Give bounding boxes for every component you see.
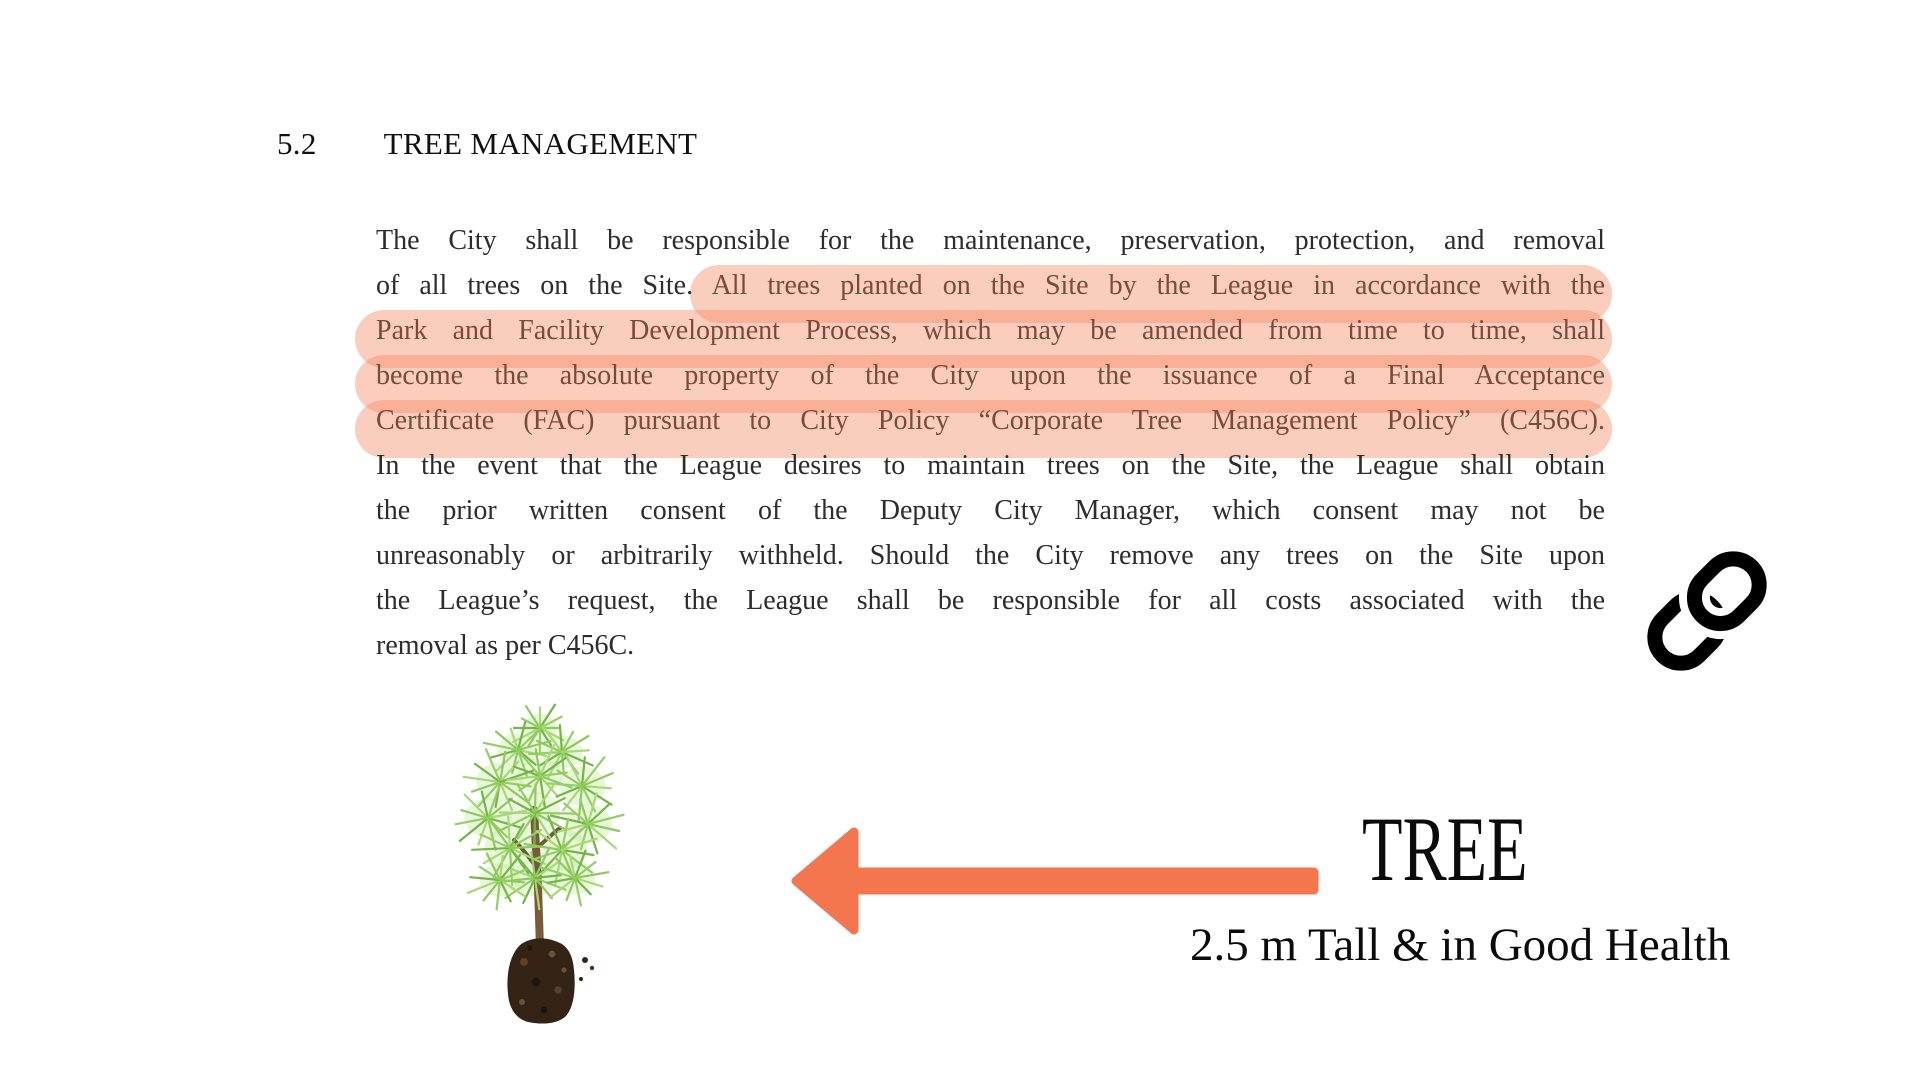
paragraph-line: the prior written consent of the Deputy City Manager, which consent may not be — [376, 495, 1605, 526]
paragraph-line: In the event that the League desires to maintain trees on the Site, the League shall obtain — [376, 450, 1605, 481]
body-paragraph — [376, 218, 1605, 668]
paragraph-line: Certificate (FAC) pursuant to City Policy “Corporate Tree Management Policy” (C456C). — [376, 405, 1605, 436]
paragraph-line: Park and Facility Development Process, which may be amended from time to time, shall — [376, 315, 1605, 346]
left-arrow-icon — [796, 832, 1314, 930]
paragraph-line: the League’s request, the League shall be responsible for all costs associated with the — [376, 585, 1605, 616]
paragraph-line: removal as per C456C. — [376, 630, 635, 661]
chain-link-icon — [1632, 536, 1782, 686]
section-title: TREE MANAGEMENT — [383, 126, 698, 161]
section-number: 5.2 — [277, 126, 317, 161]
paragraph-line: of all trees on the Site. All trees planted on the Site by the League in accordance with the — [376, 270, 1605, 301]
paragraph-line: The City shall be responsible for the maintenance, preservation, protection, and removal — [376, 225, 1605, 256]
section-heading — [277, 126, 697, 162]
annotation-label: TREE — [1362, 798, 1528, 900]
annotation-sublabel: 2.5 m Tall & in Good Health — [1190, 919, 1731, 971]
tree-image — [440, 698, 640, 1028]
paragraph-line: unreasonably or arbitrarily withheld. Should the City remove any trees on the Site upon — [376, 540, 1605, 571]
tree-root-ball — [507, 938, 594, 1023]
paragraph-line: become the absolute property of the City upon the issuance of a Final Acceptance — [376, 360, 1605, 391]
